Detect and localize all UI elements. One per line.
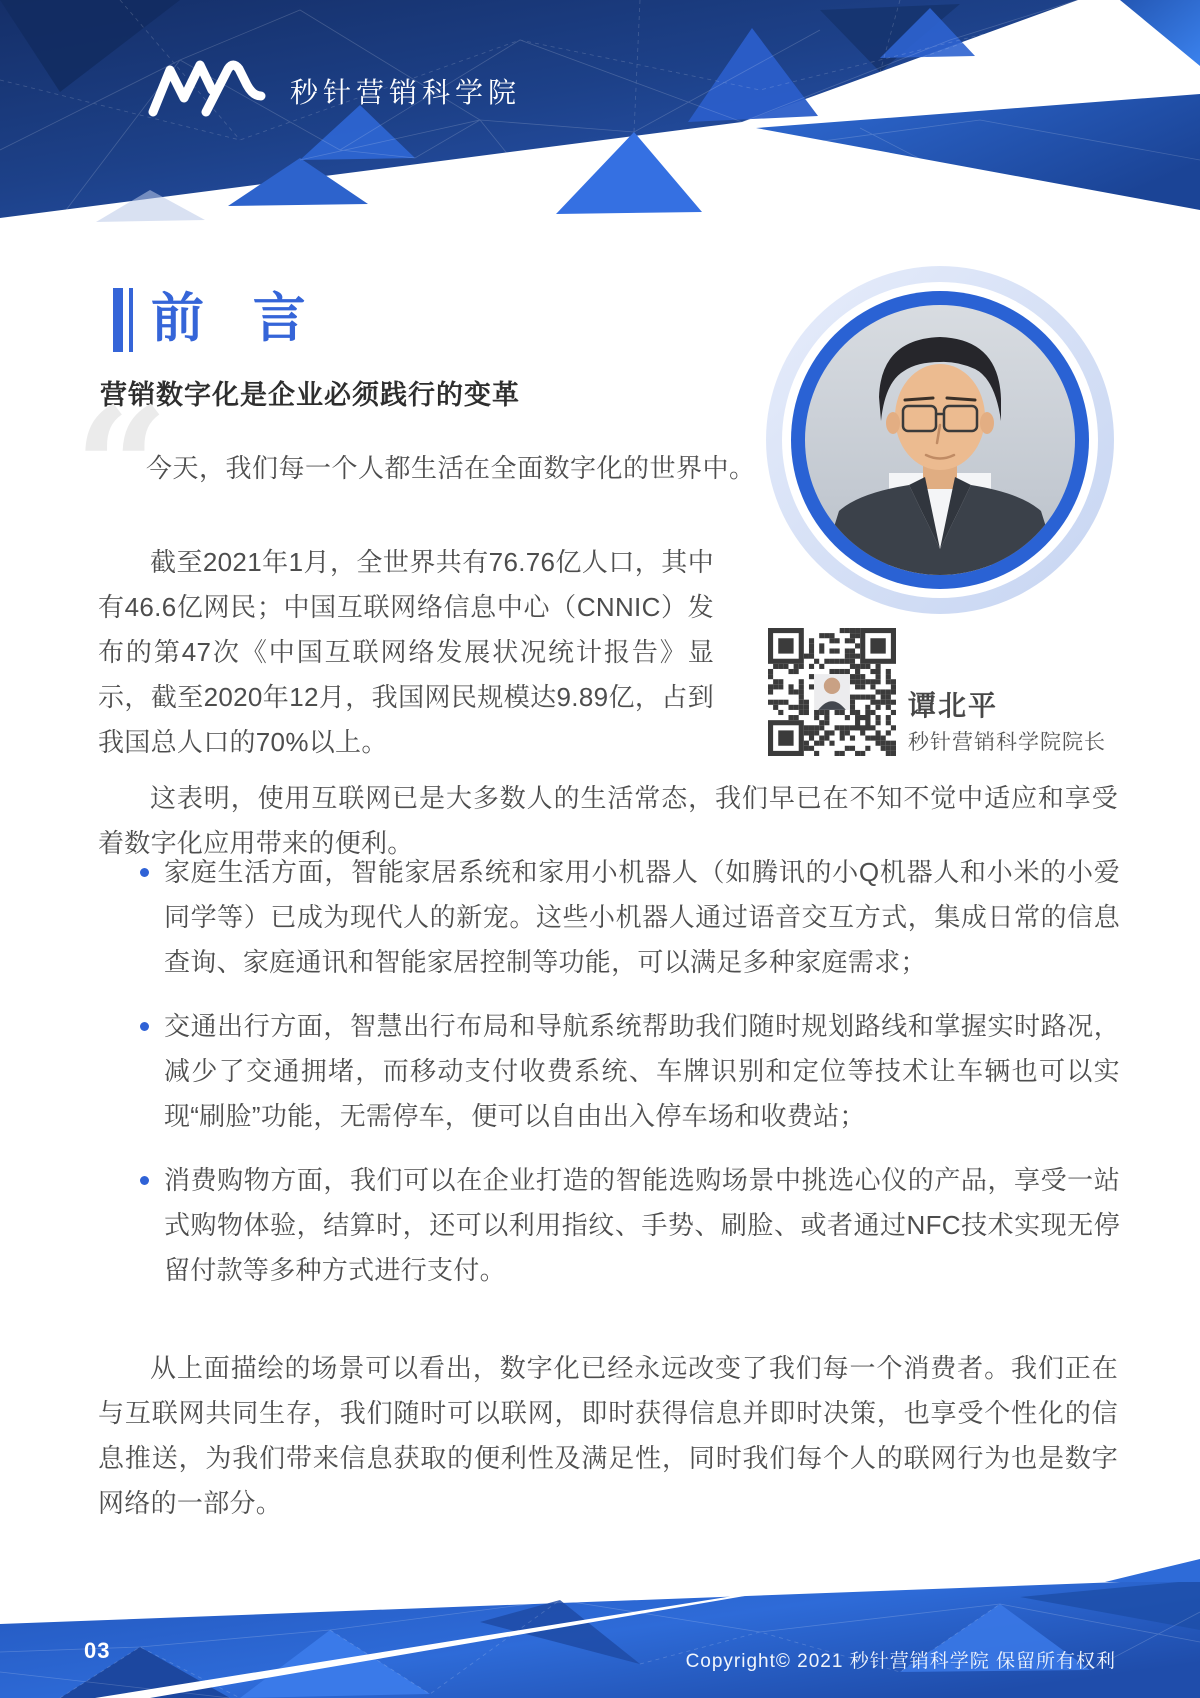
portrait-photo	[766, 266, 1114, 614]
bullet-item-transport	[140, 1004, 1120, 1139]
title-bar-thick	[113, 288, 123, 352]
brand-logo-icon	[148, 56, 266, 120]
paragraph-internet-life: 这表明，使用互联网已是大多数人的生活常态，我们早已在不知不觉中适应和享受着数字化应用带来的便利。	[98, 783, 1118, 858]
page-number: 03	[84, 1638, 111, 1663]
footer-polygon-background	[0, 1552, 1200, 1698]
quote-mark-icon: “	[74, 371, 169, 565]
qr-code	[768, 628, 896, 756]
page-title: 前 言	[151, 289, 308, 348]
bullet-text: 消费购物方面，我们可以在企业打造的智能选购场景中挑选心仪的产品，享受一站式购物体验，结算时，还可以利用指纹、手势、刷脸、或者通过NFC技术实现无停留付款等多种方式进行支付。	[164, 1165, 1120, 1285]
header-banner	[0, 0, 1200, 240]
bullet-item-home	[140, 850, 1120, 985]
bullet-list	[140, 850, 1120, 1312]
footer-banner	[0, 1552, 1200, 1698]
bullet-item-shopping	[140, 1158, 1120, 1293]
preface-title-block	[113, 288, 308, 352]
portrait-blue-ring	[791, 291, 1089, 589]
bullet-text: 家庭生活方面，智能家居系统和家用小机器人（如腾讯的小Q机器人和小米的小爱同学等）已成为现代人的新宠。这些小机器人通过语音交互方式，集成日常的信息查询、家庭通讯和智能家居控制等功能，可以满足多种家庭需求；	[164, 857, 1120, 977]
brand-row	[148, 56, 521, 120]
profile-name: 谭北平	[908, 690, 999, 721]
profile-role: 秒针营销科学院院长	[908, 731, 1106, 754]
bullet-dot-icon	[140, 1176, 149, 1185]
brand-name: 秒针营销科学院	[290, 77, 522, 108]
title-bar-thin	[129, 288, 133, 352]
paragraph-population: 截至2021年1月，全世界共有76.76亿人口，其中有46.6亿网民；中国互联网络信息中心（CNNIC）发布的第47次《中国互联网络发展状况统计报告》显示，截至2020年12月，我国网民规模达9.89亿，占到我国总人口的70%以上。	[98, 547, 714, 757]
bullet-dot-icon	[140, 868, 149, 877]
bullet-dot-icon	[140, 1022, 149, 1031]
copyright-text: Copyright© 2021 秒针营销科学院 保留所有权利	[685, 1651, 1116, 1672]
quote-text: 今天，我们每一个人都生活在全面数字化的世界中。	[146, 453, 756, 483]
bullet-text: 交通出行方面，智慧出行布局和导航系统帮助我们随时规划路线和掌握实时路况，减少了交通拥堵，而移动支付收费系统、车牌识别和定位等技术让车辆也可以实现“刷脸”功能，无需停车，便可以自由出入停车场和收费站；	[164, 1011, 1120, 1131]
person-illustration	[805, 305, 1075, 575]
preface-subtitle: 营销数字化是企业必须践行的变革	[100, 380, 520, 410]
paragraph-conclusion: 从上面描绘的场景可以看出，数字化已经永远改变了我们每一个消费者。我们正在与互联网共同生存，我们随时可以联网，即时获得信息并即时决策，也享受个性化的信息推送，为我们带来信息获取的便利性及满足性，同时我们每个人的联网行为也是数字网络的一部分。	[98, 1353, 1118, 1518]
header-polygon-background	[0, 0, 1200, 240]
portrait-white-ring	[782, 282, 1098, 598]
portrait-image	[805, 305, 1075, 575]
